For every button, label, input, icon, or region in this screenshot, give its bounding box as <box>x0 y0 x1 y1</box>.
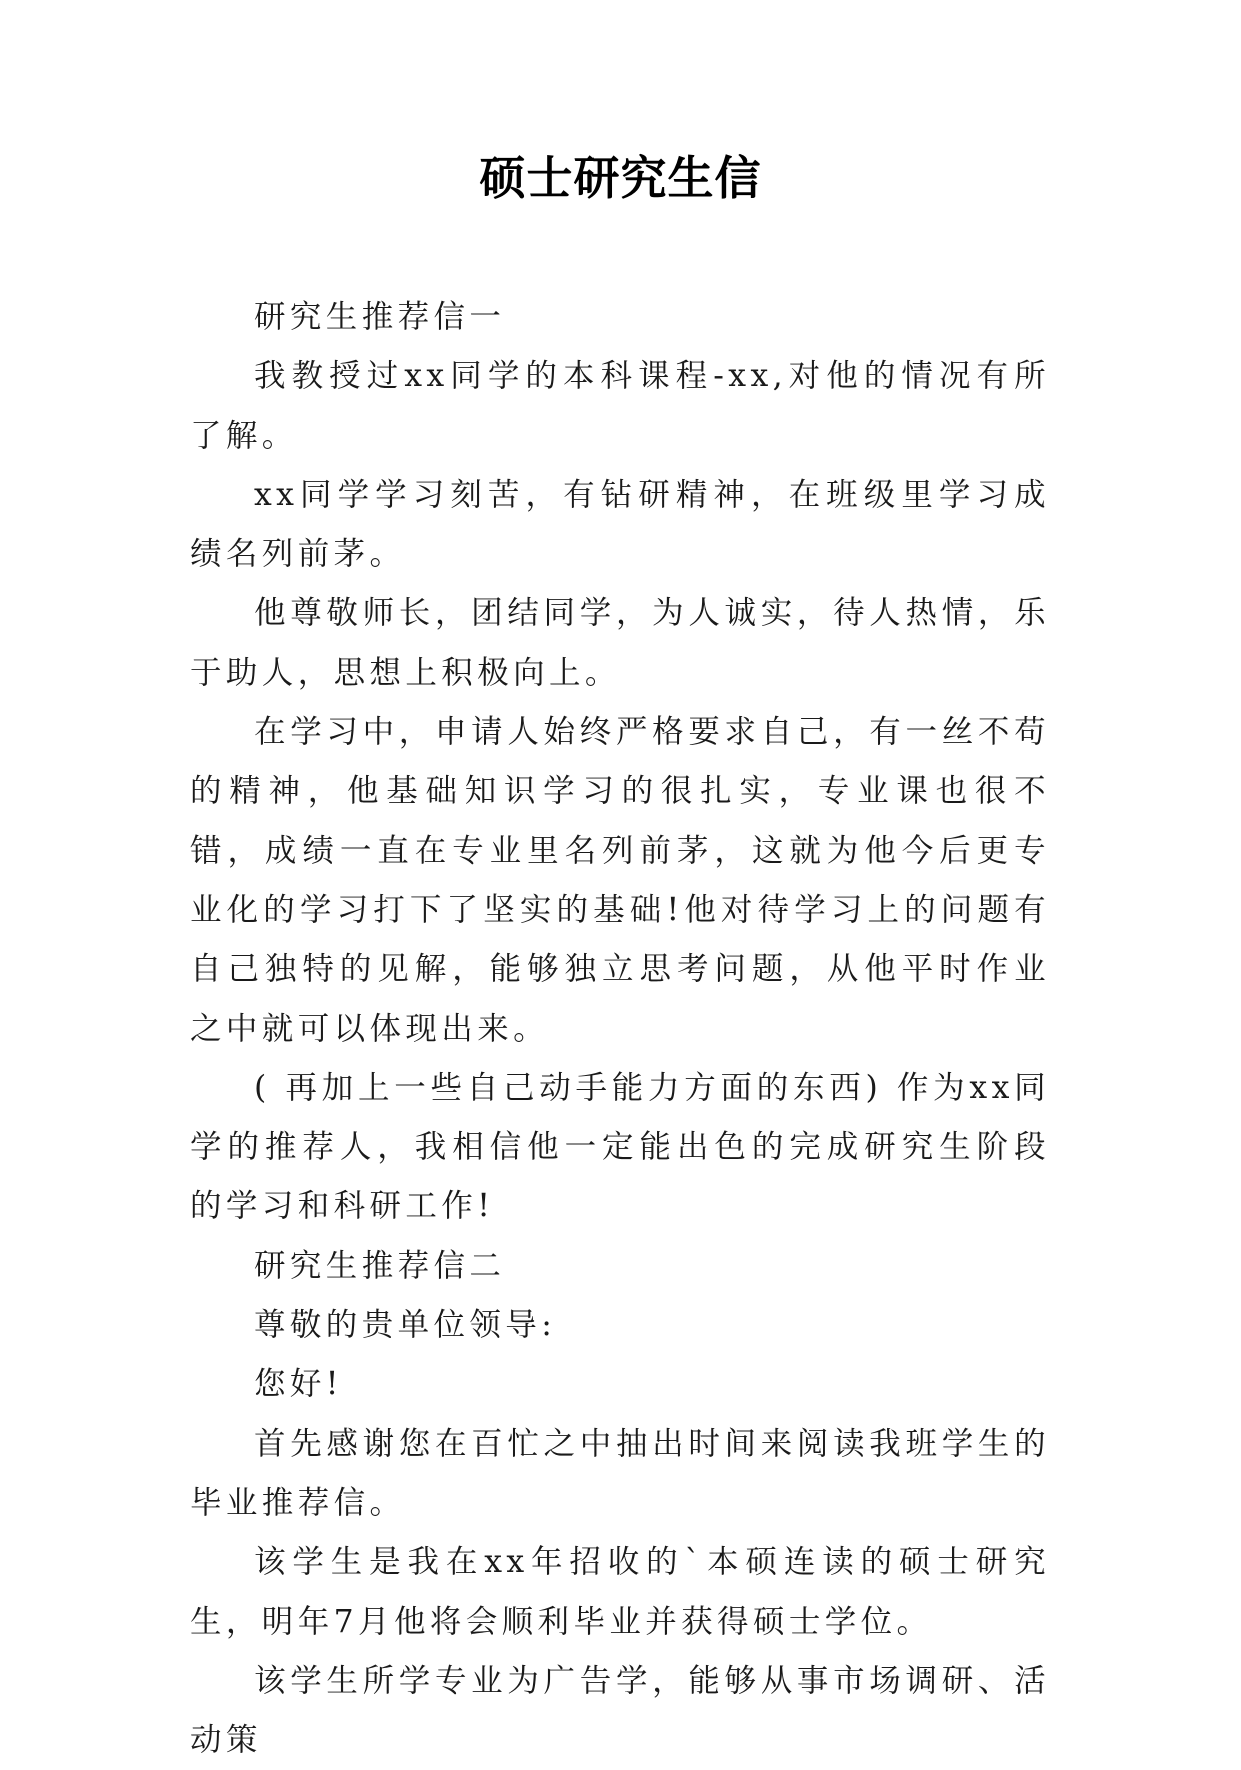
greeting: 您好! <box>254 1366 343 1403</box>
paragraph: 他尊敬师长，团结同学，为人诚实，待人热情，乐于助人，思想上积极向上。 <box>190 595 1050 691</box>
document-title: 硕士研究生信 <box>479 151 762 205</box>
paragraph-heading-letter-one: 研究生推荐信一 <box>254 299 506 335</box>
paragraph: 该学生所学专业为广告学，能够从事市场调研、活动策 <box>190 1662 1050 1759</box>
paragraph: 首先感谢您在百忙之中抽出时间来阅读我班学生的毕业推荐信。 <box>190 1425 1050 1521</box>
salutation: 尊敬的贵单位领导: <box>254 1307 557 1344</box>
paragraph: ( 再加上一些自己动手能力方面的东西) 作为xx同学的推荐人，我相信他一定能出色的完成研究生阶段的学习和科研工作! <box>190 1069 1050 1225</box>
paragraph: xx同学学习刻苦，有钻研精神，在班级里学习成绩名列前茅。 <box>190 476 1050 573</box>
paragraph: 该学生是我在xx年招收的`本硕连读的硕士研究生，明年7月他将会顺利毕业并获得硕士学位。 <box>190 1544 1050 1640</box>
paragraph-heading-letter-two: 研究生推荐信二 <box>254 1247 506 1284</box>
paragraph: 我教授过xx同学的本科课程-xx,对他的情况有所了解。 <box>190 358 1050 454</box>
document-body <box>190 288 1050 1770</box>
paragraph: 在学习中，申请人始终严格要求自己，有一丝不苟的精神，他基础知识学习的很扎实，专业课也很不错，成绩一直在专业里名列前茅，这就为他今后更专业化的学习打下了坚实的基础!他对待学习上的问题有自己独特的见解，能够独立思考问题，从他平时作业之中就可以体现出来。 <box>190 714 1050 1047</box>
